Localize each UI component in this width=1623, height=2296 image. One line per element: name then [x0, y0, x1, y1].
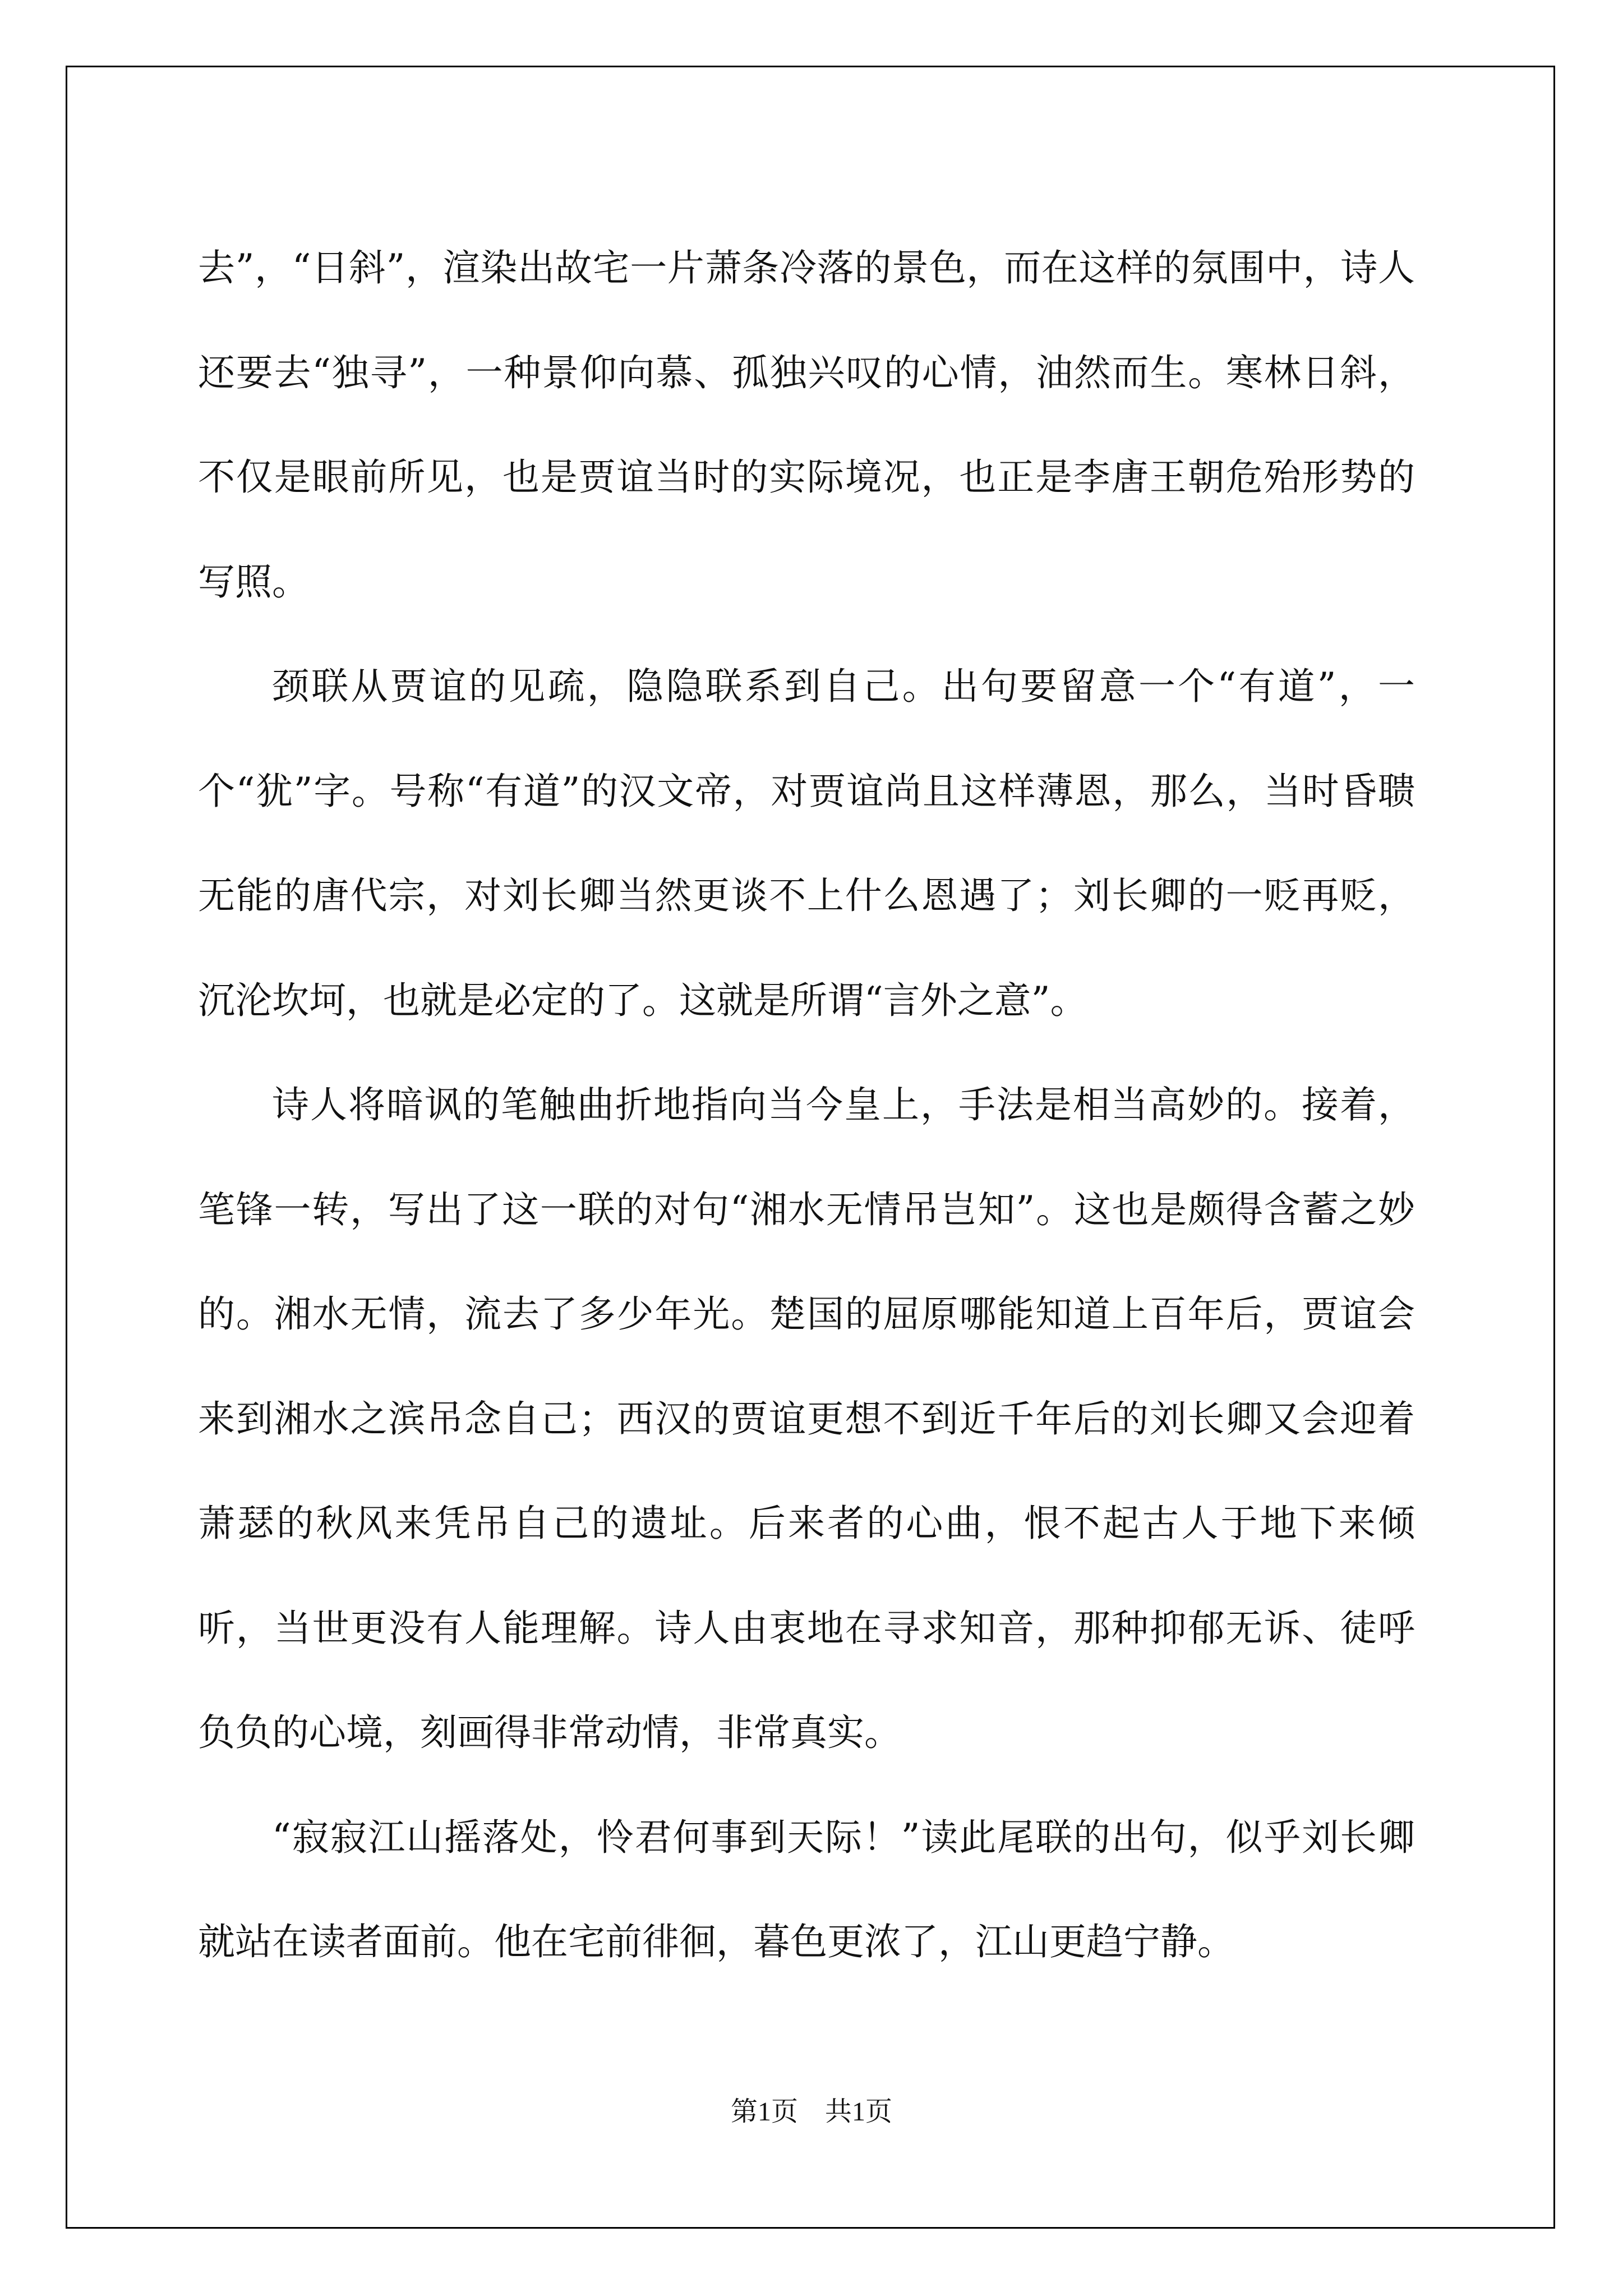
paragraph: “寂寂江山摇落处，怜君何事到天际！”读此尾联的出句，似乎刘长卿就站在读者面前。他在宅前徘徊，暮色更浓了，江山更趋宁静。: [198, 1815, 1415, 1963]
page-number-footer: 第1页 共1页: [730, 2097, 892, 2127]
document-body: [198, 216, 1415, 1995]
paragraph-continuation: 去”，“日斜”，渲染出故宅一片萧条冷落的景色，而在这样的氛围中，诗人还要去“独寻”，一种景仰向慕、孤独兴叹的心情，油然而生。寒林日斜，不仅是眼前所见，也是贾谊当时的实际境况，也正是李唐王朝危殆形势的写照。: [198, 246, 1415, 604]
paragraph: 颈联从贾谊的见疏，隐隐联系到自己。出句要留意一个“有道”，一个“犹”字。号称“有道”的汉文帝，对贾谊尚且这样薄恩，那么，当时昏聩无能的唐代宗，对刘长卿当然更谈不上什么恩遇了；刘长卿的一贬再贬，沉沦坎坷，也就是必定的了。这就是所谓“言外之意”。: [198, 665, 1415, 1022]
paragraph: 诗人将暗讽的笔触曲折地指向当今皇上，手法是相当高妙的。接着，笔锋一转，写出了这一联的对句“湘水无情吊岂知”。这也是颇得含蓄之妙的。湘水无情，流去了多少年光。楚国的屈原哪能知道上百年后，贾谊会来到湘水之滨吊念自己；西汉的贾谊更想不到近千年后的刘长卿又会迎着萧瑟的秋风来凭吊自己的遗址。后来者的心曲，恨不起古人于地下来倾听，当世更没有人能理解。诗人由衷地在寻求知音，那种抑郁无诉、徒呼负负的心境，刻画得非常动情，非常真实。: [198, 1083, 1415, 1754]
